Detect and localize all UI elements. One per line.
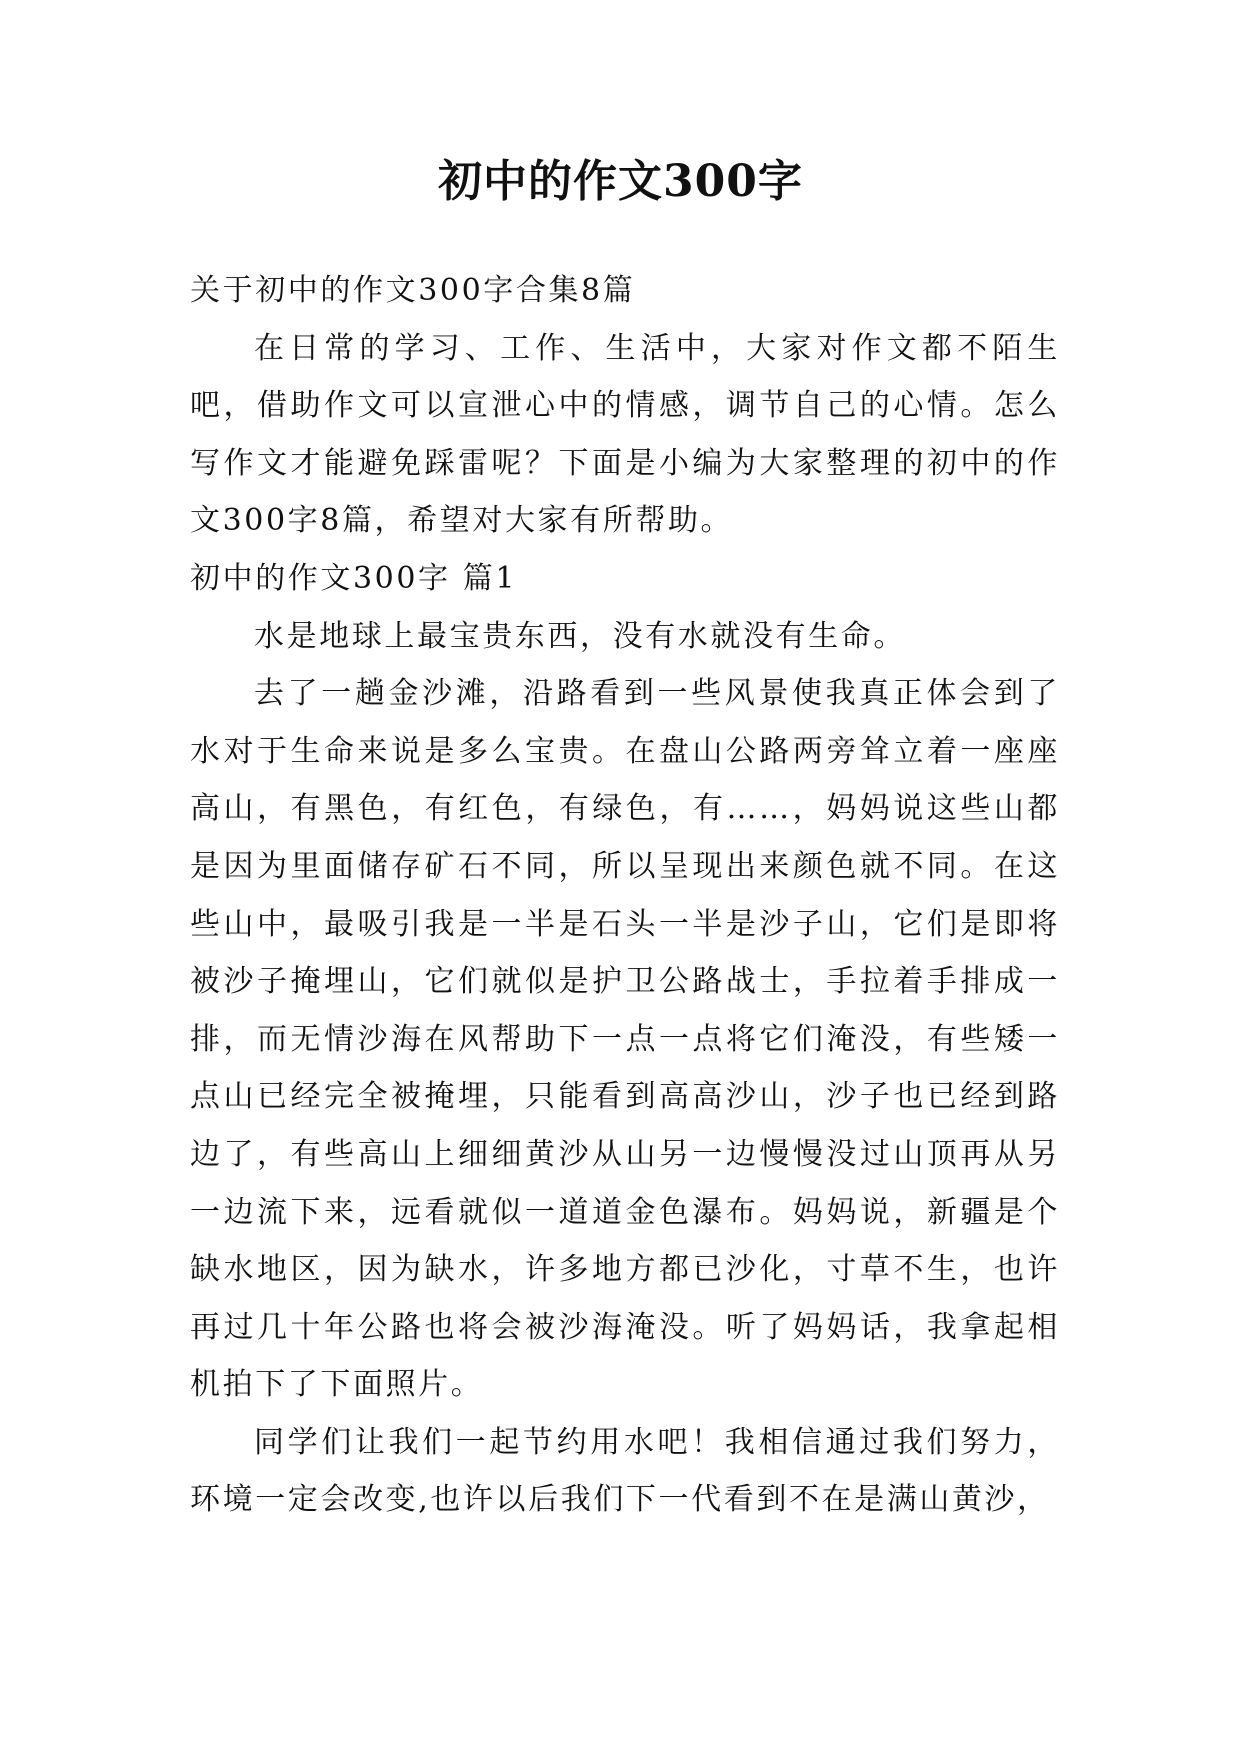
intro-paragraph: 在日常的学习、工作、生活中，大家对作文都不陌生吧，借助作文可以宣泄心中的情感，调节自己的心情。怎么写作文才能避免踩雷呢？下面是小编为大家整理的初中的作文300字8篇，希望对大家有所帮助。	[190, 330, 1060, 539]
essay-paragraph: 同学们让我们一起节约用水吧！我相信通过我们努力，环境一定会改变,也许以后我们下一代看到不在是满山黄沙，	[190, 1424, 1060, 1518]
essay-paragraph: 水是地球上最宝贵东西，没有水就没有生命。	[254, 618, 906, 654]
document-title: 初中的作文300字	[438, 156, 803, 207]
essay-heading: 初中的作文300字 篇1	[190, 560, 518, 596]
document-body	[190, 262, 1060, 1529]
collection-heading: 关于初中的作文300字合集8篇	[190, 273, 636, 308]
essay-paragraph: 去了一趟金沙滩，沿路看到一些风景使我真正体会到了水对于生命来说是多么宝贵。在盘山公路两旁耸立着一座座高山，有黑色，有红色，有绿色，有……，妈妈说这些山都是因为里面储存矿石不同，所以呈现出来颜色就不同。在这些山中，最吸引我是一半是石头一半是沙子山，它们是即将被沙子掩埋山，它们就似是护卫公路战士，手拉着手排成一排，而无情沙海在风帮助下一点一点将它们淹没，有些矮一点山已经完全被掩埋，只能看到高高沙山，沙子也已经到路边了，有些高山上细细黄沙从山另一边慢慢没过山顶再从另一边流下来，远看就似一道道金色瀑布。妈妈说，新疆是个缺水地区，因为缺水，许多地方都已沙化，寸草不生，也许再过几十年公路也将会被沙海淹没。听了妈妈话，我拿起相机拍下了下面照片。	[190, 676, 1060, 1403]
